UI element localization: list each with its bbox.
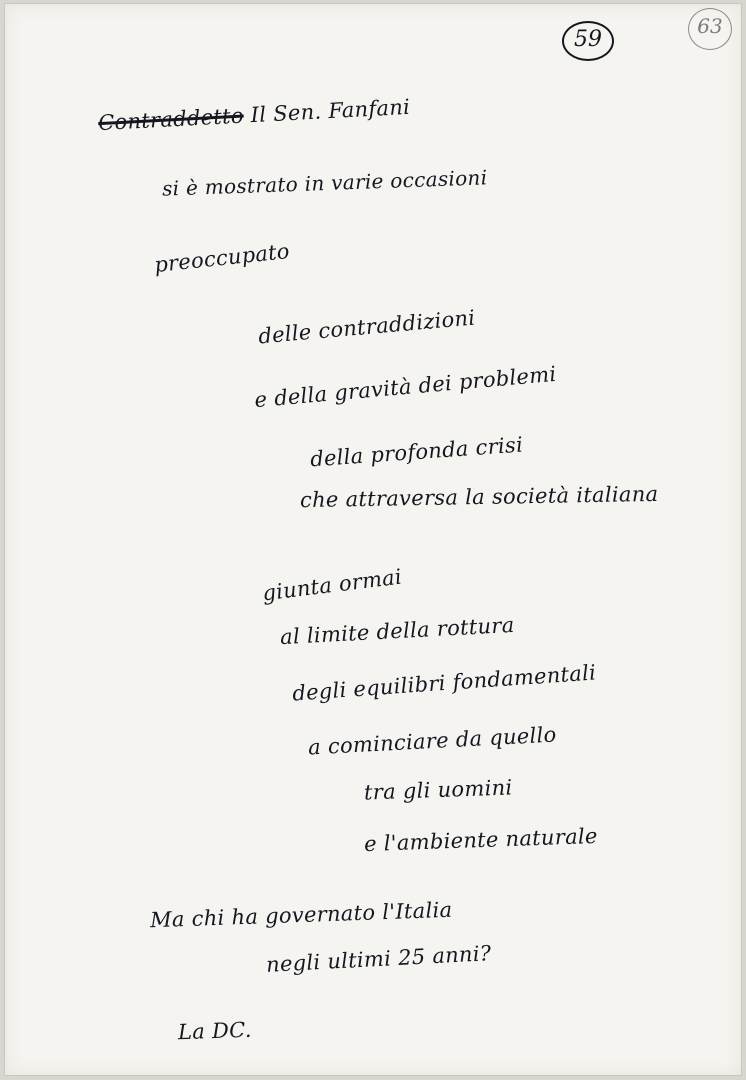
page-number-circled: 59 (562, 21, 614, 61)
handwritten-line-11: a cominciare da quello (307, 722, 558, 760)
handwritten-line-16: La DC. (177, 1017, 253, 1045)
handwritten-line-5: e della gravità dei problemi (253, 361, 558, 413)
handwritten-line-6: della profonda crisi (309, 432, 524, 472)
handwritten-line-3: preoccupato (153, 238, 291, 278)
handwritten-line-12: tra gli uomini (363, 775, 513, 805)
handwritten-line-15: negli ultimi 25 anni? (265, 941, 492, 977)
handwritten-line-13: e l'ambiente naturale (363, 823, 599, 857)
handwritten-line-8: giunta ormai (261, 564, 404, 606)
handwritten-line-4: delle contraddizioni (257, 305, 477, 349)
deleted-word: Contraddetto (97, 103, 245, 136)
handwritten-line-7: che attraversa la società italiana (299, 481, 659, 513)
handwritten-line-10: degli equilibri fondamentali (291, 660, 597, 706)
archive-page-number: 63 (688, 8, 732, 50)
line-text: Il Sen. Fanfani (250, 94, 411, 128)
handwritten-line-1 (98, 95, 411, 135)
manuscript-page (4, 3, 742, 1076)
handwritten-line-9: al limite della rottura (279, 612, 516, 650)
handwritten-line-14: Ma chi ha governato l'Italia (149, 897, 453, 933)
handwritten-line-2: si è mostrato in varie occasioni (161, 165, 488, 201)
